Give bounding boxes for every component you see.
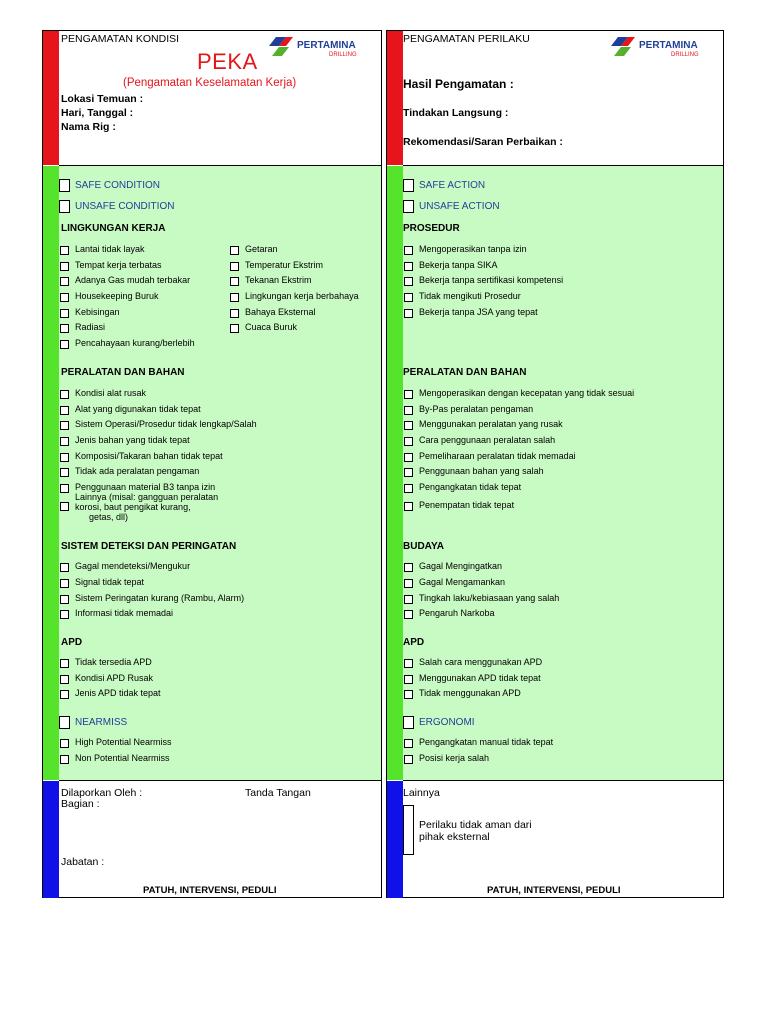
checkbox[interactable] [404,262,413,271]
checkbox[interactable] [404,563,413,572]
logo-sub: DRILLING [329,52,357,58]
checklist-item: Penggunaan material B3 tanpa izin [75,482,216,492]
checkbox[interactable] [404,755,413,764]
checkbox[interactable] [404,390,413,399]
section-lingkungan-kerja: LINGKUNGAN KERJA [61,223,166,234]
checklist-item: Penempatan tidak tepat [419,500,515,510]
checkbox[interactable] [404,468,413,477]
checklist-item: Getaran [245,244,278,254]
checkbox[interactable] [60,421,69,430]
checklist-item: Pengaruh Narkoba [419,608,495,618]
checkbox[interactable] [404,293,413,302]
checkbox[interactable] [60,595,69,604]
checkbox[interactable] [60,309,69,318]
green-stripe [387,166,403,780]
checklist-item: Tekanan Ekstrim [245,275,312,285]
unsafe-action-checkbox[interactable] [403,200,414,213]
safe-action-label: SAFE ACTION [419,180,486,191]
checklist-item: Tingkah laku/kebiasaan yang salah [419,593,560,603]
blue-stripe [43,781,59,898]
checkbox[interactable] [60,579,69,588]
peka-subtitle: (Pengamatan Keselamatan Kerja) [123,77,297,89]
checkbox[interactable] [60,324,69,333]
checkbox[interactable] [230,293,239,302]
checklist-item: Tempat kerja terbatas [75,260,162,270]
checkbox[interactable] [60,246,69,255]
checklist-item: Bekerja tanpa SIKA [419,260,498,270]
red-stripe [387,31,403,165]
section-sistem-deteksi: SISTEM DETEKSI DAN PERINGATAN [61,541,237,552]
checkbox[interactable] [404,579,413,588]
checklist-item: getas, dll) [89,512,129,522]
checklist-item: Temperatur Ekstrim [245,260,324,270]
checklist-item: Tidak ada peralatan pengaman [75,466,200,476]
nearmiss-label: NEARMISS [75,717,128,728]
checklist-item: Sistem Operasi/Prosedur tidak lengkap/Salah [75,419,257,429]
checkbox[interactable] [60,484,69,493]
ergonomi-checkbox[interactable] [403,716,414,729]
perilaku-eksternal-label-1: Perilaku tidak aman dari [419,819,532,831]
checkbox[interactable] [404,277,413,286]
checklist-item: Informasi tidak memadai [75,608,174,618]
checkbox[interactable] [404,246,413,255]
checklist-item: Bekerja tanpa sertifikasi kompetensi [419,275,564,285]
checkbox[interactable] [60,755,69,764]
motto: PATUH, INTERVENSI, PEDULI [143,885,277,896]
card-header [403,31,723,166]
checkbox[interactable] [60,610,69,619]
checkbox[interactable] [404,659,413,668]
checklist-item: Kebisingan [75,307,120,317]
checkbox[interactable] [404,610,413,619]
checkbox[interactable] [60,659,69,668]
checkbox[interactable] [404,595,413,604]
lainnya-label: Lainnya [403,787,440,799]
checklist-item: Menggunakan APD tidak tepat [419,673,541,683]
checklist-body [403,166,723,781]
checklist-item: Gagal Mengamankan [419,577,506,587]
lainnya-checkbox[interactable] [403,805,414,855]
checklist-item: Bahaya Eksternal [245,307,316,317]
checklist-item: Jenis APD tidak tepat [75,688,161,698]
hasil-pengamatan-label: Hasil Pengamatan : [403,77,514,91]
safe-action-checkbox[interactable] [403,179,414,192]
checklist-item: Kondisi APD Rusak [75,673,154,683]
checkbox[interactable] [60,437,69,446]
motto: PATUH, INTERVENSI, PEDULI [487,885,621,896]
checkbox[interactable] [404,453,413,462]
checklist-item: Pencahayaan kurang/berlebih [75,338,195,348]
checklist-item: Lantai tidak layak [75,244,145,254]
checkbox[interactable] [60,563,69,572]
checkbox[interactable] [404,484,413,493]
card-footer [403,781,723,898]
checklist-item: Tidak mengikuti Prosedur [419,291,521,301]
unsafe-condition-label: UNSAFE CONDITION [75,201,175,212]
checkbox[interactable] [60,690,69,699]
card-title: PENGAMATAN KONDISI [61,33,180,45]
safe-condition-label: SAFE CONDITION [75,180,161,191]
dilaporkan-label: Dilaporkan Oleh : [61,787,143,799]
logo-brand: PERTAMINA [297,40,356,51]
checklist-item: Lingkungan kerja berbahaya [245,291,359,301]
checklist-item: Tidak menggunakan APD [419,688,521,698]
blue-stripe [387,781,403,898]
jabatan-label: Jabatan : [61,856,105,868]
pengamatan-kondisi-card [42,30,382,898]
checkbox[interactable] [230,262,239,271]
unsafe-condition-checkbox[interactable] [59,200,70,213]
checklist-item: Adanya Gas mudah terbakar [75,275,191,285]
checklist-item: Sistem Peringatan kurang (Rambu, Alarm) [75,593,245,603]
checklist-item: By-Pas peralatan pengaman [419,404,534,414]
checkbox[interactable] [404,437,413,446]
checkbox[interactable] [404,406,413,415]
checklist-item: Tidak tersedia APD [75,657,152,667]
card-header [59,31,381,166]
checkbox[interactable] [404,739,413,748]
checkbox[interactable] [60,262,69,271]
tanda-tangan-label: Tanda Tangan [245,787,311,799]
checklist-item: Pemeliharaan peralatan tidak memadai [419,451,576,461]
lokasi-temuan-label: Lokasi Temuan : [61,93,144,105]
checklist-item: Gagal Mengingatkan [419,561,503,571]
checkbox[interactable] [60,468,69,477]
checkbox[interactable] [404,690,413,699]
checkbox[interactable] [60,390,69,399]
section-apd: APD [61,637,83,648]
checklist-item: Menggunakan peralatan yang rusak [419,419,563,429]
checklist-item: Penggunaan bahan yang salah [419,466,544,476]
ergonomi-label: ERGONOMI [419,717,475,728]
hari-tanggal-label: Hari, Tanggal : [61,107,134,119]
checklist-item: Bekerja tanpa JSA yang tepat [419,307,538,317]
section-apd: APD [403,637,425,648]
checkbox[interactable] [60,453,69,462]
rekomendasi-label: Rekomendasi/Saran Perbaikan : [403,136,563,148]
checkbox[interactable] [230,309,239,318]
checklist-item: Signal tidak tepat [75,577,145,587]
tindakan-langsung-label: Tindakan Langsung : [403,107,509,119]
pengamatan-perilaku-card [386,30,724,898]
checkbox[interactable] [404,675,413,684]
checkbox[interactable] [60,277,69,286]
checkbox[interactable] [404,309,413,318]
checklist-item: Non Potential Nearmiss [75,753,170,763]
nama-rig-label: Nama Rig : [61,121,116,133]
card-title: PENGAMATAN PERILAKU [403,33,530,45]
section-peralatan-bahan: PERALATAN DAN BAHAN [403,367,527,378]
checklist-item: Posisi kerja salah [419,753,490,763]
checklist-item: Gagal mendeteksi/Mengukur [75,561,191,571]
checklist-item: Salah cara menggunakan APD [419,657,543,667]
checkbox[interactable] [60,502,69,511]
section-budaya: BUDAYA [403,541,444,552]
checkbox[interactable] [60,675,69,684]
card-footer [59,781,381,898]
checkbox[interactable] [60,406,69,415]
checklist-item: Lainnya (misal: gangguan peralatan [75,492,219,502]
section-prosedur: PROSEDUR [403,223,460,234]
checklist-item: Jenis bahan yang tidak tepat [75,435,190,445]
checklist-item: Alat yang digunakan tidak tepat [75,404,201,414]
unsafe-action-label: UNSAFE ACTION [419,201,500,212]
checklist-item: korosi, baut pengikat kurang, [75,502,191,512]
logo-brand: PERTAMINA [639,40,698,51]
checkbox[interactable] [60,340,69,349]
perilaku-eksternal-label-2: pihak eksternal [419,831,490,843]
peka-title: PEKA [197,49,258,74]
pertamina-logo-icon [609,34,719,58]
checkbox[interactable] [60,739,69,748]
bagian-label: Bagian : [61,798,100,810]
green-stripe [43,166,59,780]
checklist-item: Kondisi alat rusak [75,388,147,398]
nearmiss-checkbox[interactable] [59,716,70,729]
checkbox[interactable] [404,421,413,430]
pertamina-logo [609,34,719,58]
checklist-item: Pengangkatan tidak tepat [419,482,522,492]
checklist-item: High Potential Nearmiss [75,737,172,747]
safe-condition-checkbox[interactable] [59,179,70,192]
checkbox[interactable] [404,502,413,511]
checklist-item: Pengangkatan manual tidak tepat [419,737,554,747]
checklist-item: Radiasi [75,322,106,332]
checkbox[interactable] [60,293,69,302]
checklist-body [59,166,381,781]
checklist-item: Cuaca Buruk [245,322,298,332]
checkbox[interactable] [230,246,239,255]
pertamina-logo-icon [267,34,377,58]
checklist-item: Komposisi/Takaran bahan tidak tepat [75,451,223,461]
section-peralatan-bahan: PERALATAN DAN BAHAN [61,367,185,378]
logo-sub: DRILLING [671,52,699,58]
checkbox[interactable] [230,324,239,333]
checklist-item: Housekeeping Buruk [75,291,159,301]
checkbox[interactable] [230,277,239,286]
checklist-item: Mengoperasikan tanpa izin [419,244,527,254]
checklist-item: Cara penggunaan peralatan salah [419,435,556,445]
checklist-item: Mengoperasikan dengan kecepatan yang tidak sesuai [419,388,635,398]
pertamina-logo [267,34,377,58]
red-stripe [43,31,59,165]
